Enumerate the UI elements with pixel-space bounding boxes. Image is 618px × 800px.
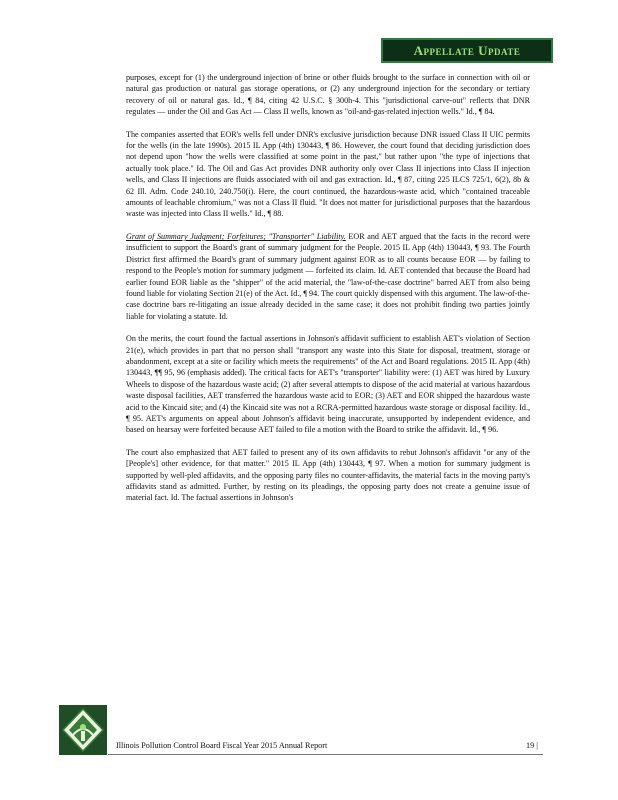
paragraph-5: The court also emphasized that AET failed to present any of its own affidavits to rebut Johnson's affidavit "or any of the [People's] other evidence, for that matter." 2015 IL App (4th) 130443, ¶ 97. When a motion for summary judgment is supported by well-pled affidavits, and the opposing party files no counter-affidavits, the material facts in the moving party's affidavits stand as admitted. Further, by resting on its pleadings, the opposing party does not create a genuine issue of material fact. Id. The factual assertions in Johnson's: [126, 447, 530, 503]
banner-title: Appellate Update: [413, 42, 521, 58]
paragraph-3-text: EOR and AET argued that the facts in the record were insufficient to support the Board's grant of summary judgment for the People. 2015 IL App (4th) 130443, ¶ 93. The Fourth District first affirmed the Board's grant of summary judgment against EOR as to all counts because EOR — by failing to respond to the People's motion for summary judgment — forfeited its claim. Id. AET contended that because the Board had earlier found EOR liable as the "shipper" of the acid material, the "law-of-the-case doctrine" barred AET from also being found liable for violating Section 21(e) of the Act. Id., ¶ 94. The court quickly dispensed with this argument. The law-of-the-case doctrine bars re-litigating an issue already decided in the same case; it does not prohibit finding two parties jointly liable for violating a statute. Id.: [126, 231, 530, 321]
paragraph-4: On the merits, the court found the factual assertions in Johnson's affidavit sufficient to establish AET's violation of Section 21(e), which provides in part that no person shall "transport any waste into this State for disposal, treatment, storage or abandonment, except at a site or facility which meets the requirements" of the Act and Board regulations. 2015 IL App (4th) 130443, ¶¶ 95, 96 (emphasis added). The critical facts for AET's "transporter" liability were: (1) AET was hired by Luxury Wheels to dispose of the hazardous waste acid; (2) after several attempts to dispose of the acid material at various hazardous waste disposal facilities, AET transferred the hazardous waste acid to EOR; (3) AET and EOR shipped the hazardous waste acid to the Kincaid site; and (4) the Kincaid site was not a RCRA-permitted hazardous waste storage or disposal facility. Id., ¶ 95. AET's arguments on appeal about Johnson's affidavit being inaccurate, unsupported by independent evidence, and based on hearsay were forfeited because AET failed to file a motion with the Board to strike the affidavit. Id., ¶ 96.: [126, 334, 530, 435]
pollution-control-board-logo-icon: [59, 705, 107, 755]
paragraph-1: purposes, except for (1) the underground injection of brine or other fluids brought to the surface in connection with oil or natural gas production or natural gas storage operations, or (2) any underground injection for the secondary or tertiary recovery of oil or natural gas. Id., ¶ 84, citing 42 U.S.C. § 300h-4. This "jurisdictional carve-out" reflects that DNR regulates — under the Oil and Gas Act — Class II wells, known as "oil-and-gas-related injection wells." Id., ¶ 84.: [126, 73, 530, 117]
body-text: [126, 72, 530, 515]
footer-divider: [108, 754, 543, 755]
paragraph-2: The companies asserted that EOR's wells fell under DNR's exclusive jurisdiction because DNR issued Class II UIC permits for the wells (in the late 1990s). 2015 IL App (4th) 130443, ¶ 86. However, the court found that deciding jurisdiction does not depend upon "how the wells were classified at some point in the past," but rather upon "the type of injections that actually took place." Id. The Oil and Gas Act provides DNR authority only over Class II injections into Class II injection wells, and Class II injections are fluids associated with oil and gas extraction. Id., ¶ 87, citing 225 ILCS 725/1, 6(2), 8b & 62 Ill. Adm. Code 240.10, 240.750(i). Here, the court continued, the hazardous-waste acid, which "contained traceable amounts of leachable chromium," was not a Class II fluid. "It does not matter for jurisdictional purposes that the hazardous waste was injected into Class II wells." Id., ¶ 88.: [126, 129, 530, 219]
footer-report-title: Illinois Pollution Control Board Fiscal Year 2015 Annual Report: [116, 741, 328, 750]
footer-page-number: 19 |: [526, 741, 538, 750]
paragraph-3: [126, 231, 530, 322]
section-heading: Grant of Summary Judgment; Forfeitures; "Transporter" Liability.: [126, 231, 346, 241]
appellate-update-banner: [381, 38, 553, 63]
